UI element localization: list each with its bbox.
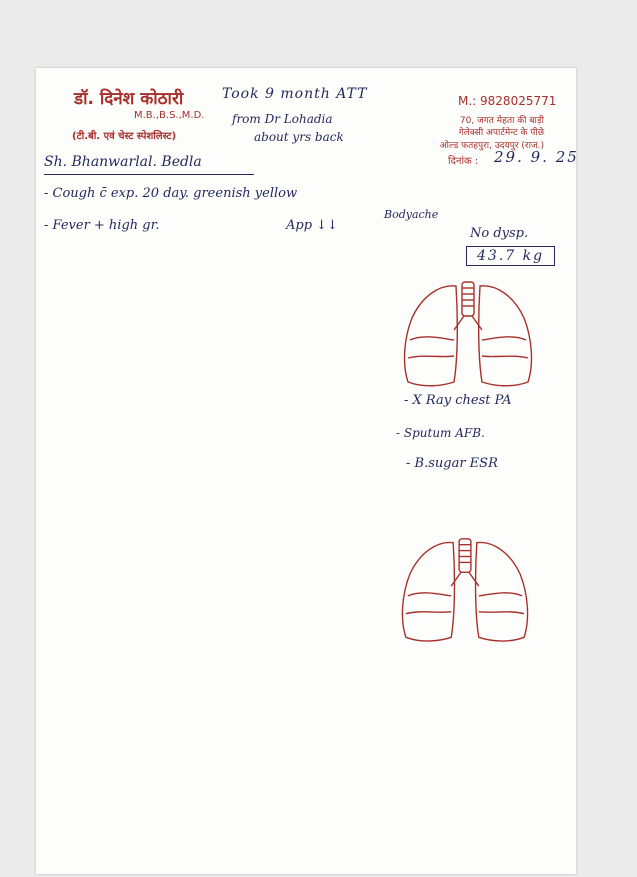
investigation-xray: - X Ray chest PA <box>404 393 512 408</box>
lungs-diagram-icon <box>400 278 536 390</box>
mobile-number: M.: 9828025771 <box>458 94 557 108</box>
weight-box: 43.7 kg <box>466 246 555 266</box>
history-note-line-2: from Dr Lohadia <box>232 112 333 126</box>
address-line-2: गेलेक्सी अपार्टमेन्ट के पीछे <box>458 128 544 138</box>
investigation-sputum: - Sputum AFB. <box>396 426 485 440</box>
complaint-fever: - Fever + high gr. <box>44 218 160 233</box>
doctor-degree: M.B.,B.S.,M.D. <box>134 110 205 121</box>
address-line-1: 70, जगत मेहता की बाड़ी <box>459 116 544 126</box>
address-line-3: ओल्ड फतहपुरा, उदयपुर (राज.) <box>439 141 544 151</box>
date-value: 29. 9. 25 <box>494 148 579 166</box>
lungs-diagram-icon <box>398 534 532 646</box>
complaint-cough: - Cough c̄ exp. 20 day. greenish yellow <box>44 186 298 201</box>
prescription-sheet <box>36 68 579 874</box>
history-note-line-1: Took 9 month ATT <box>222 86 368 102</box>
date-label: दिनांक : <box>448 156 479 167</box>
appetite-note: App ↓↓ <box>286 218 338 233</box>
bodyache-note: Bodyache <box>384 208 439 221</box>
dyspnea-note: No dysp. <box>470 226 529 241</box>
patient-underline <box>44 174 254 175</box>
investigation-blood: - B.sugar ESR <box>406 456 498 471</box>
patient-name: Sh. Bhanwarlal. Bedla <box>44 154 202 170</box>
doctor-name: डॉ. दिनेश कोठारी <box>74 89 184 109</box>
doctor-specialty: (टी.बी. एवं चेस्ट स्पेशलिस्ट) <box>72 131 177 142</box>
history-note-line-3: about yrs back <box>254 130 344 144</box>
